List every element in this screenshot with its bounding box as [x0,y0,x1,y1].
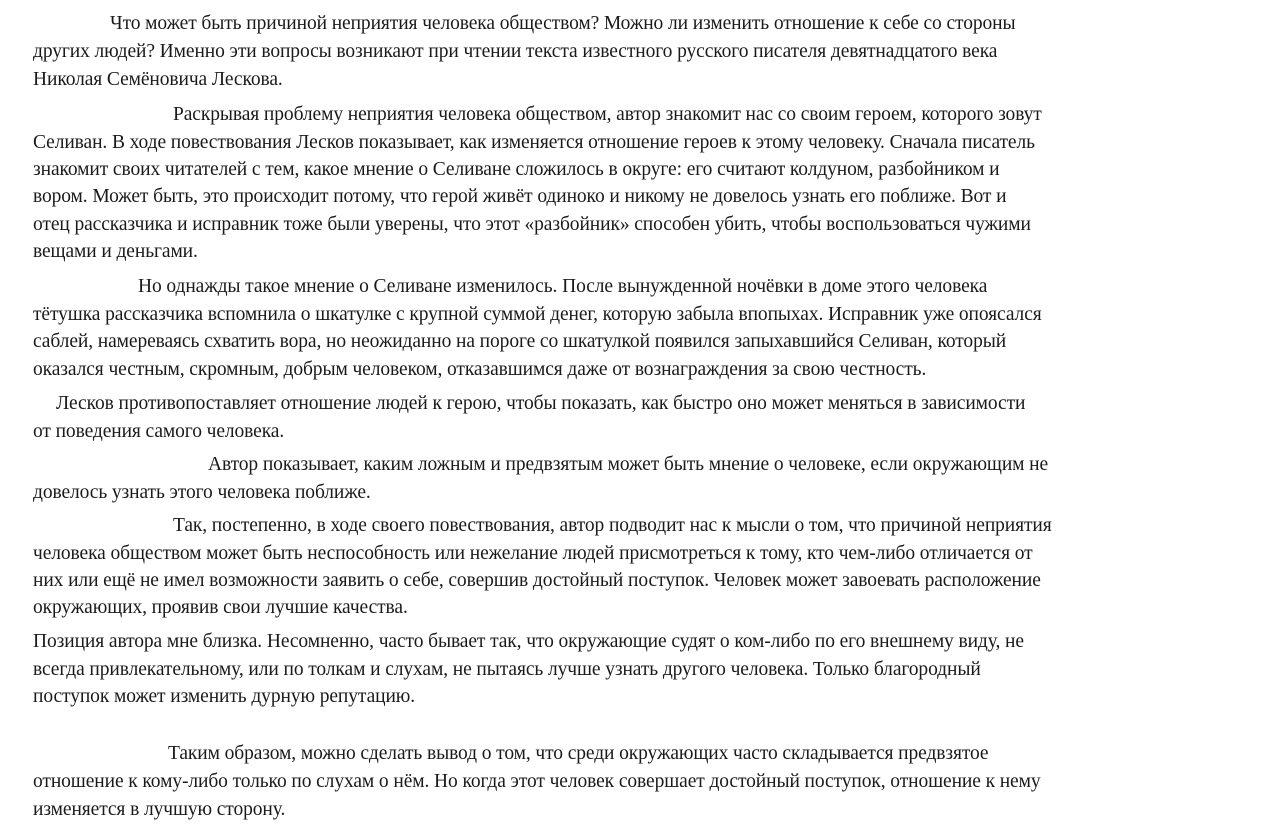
text-line: поступок может изменить дурную репутацию. [33,686,416,707]
text-line: вором. Может быть, это происходит потому, что герой живёт одиноко и никому не довелось узнать его поближе. Вот и [33,186,1007,207]
text-line: от поведения самого человека. [33,421,285,442]
text-line: Раскрывая проблему неприятия человека обществом, автор знакомит нас со своим героем, которого зовут [173,104,1042,125]
text-line: Позиция автора мне близка. Несомненно, часто бывает так, что окружающие судят о ком-либо по его внешнему виду, не [33,631,1024,652]
text-line: вещами и деньгами. [33,241,198,262]
text-line: Но однажды такое мнение о Селиване изменилось. После вынужденной ночёвки в доме этого человека [138,276,988,297]
text-line: Автор показывает, каким ложным и предвзятым может быть мнение о человеке, если окружающим не [208,454,1049,475]
text-line: саблей, намереваясь схватить вора, но неожиданно на пороге со шкатулкой появился запыхавшийся Селиван, который [33,331,1007,352]
text-line: других людей? Именно эти вопросы возникают при чтении текста известного русского писателя девятнадцатого века [33,41,998,62]
text-line: отец рассказчика и исправник тоже были уверены, что этот «разбойник» способен убить, чтобы воспользоваться чужими [33,214,1031,235]
text-line: человека обществом может быть неспособность или нежелание людей присмотреться к тому, кто чем-либо отличается от [33,543,1033,564]
text-line: Лесков противопоставляет отношение людей к герою, чтобы показать, как быстро оно может меняться в зависимости [56,393,1026,414]
text-line: довелось узнать этого человека поближе. [33,482,371,503]
text-line: всегда привлекательному, или по толкам и слухам, не пытаясь лучше узнать другого человека. Только благородный [33,659,981,680]
text-line: Селиван. В ходе повествования Лесков показывает, как изменяется отношение героев к этому человеку. Сначала писатель [33,132,1035,153]
text-line: Николая Семёновича Лескова. [33,69,283,90]
text-line: окружающих, проявив свои лучшие качества. [33,597,408,618]
text-line: отношение к кому-либо только по слухам о нём. Но когда этот человек совершает достойный поступок, отношение к нему [33,771,1041,792]
text-line: изменяется в лучшую сторону. [33,799,286,820]
text-line: них или ещё не имел возможности заявить о себе, совершив достойный поступок. Человек может завоевать расположение [33,570,1041,591]
text-line: знакомит своих читателей с тем, какое мнение о Селиване сложилось в округе: его считают колдуном, разбойником и [33,159,1000,180]
text-line: оказался честным, скромным, добрым человеком, отказавшимся даже от вознаграждения за свою честность. [33,359,927,380]
text-line: Что может быть причиной неприятия человека обществом? Можно ли изменить отношение к себе со стороны [110,13,1016,34]
text-line: Таким образом, можно сделать вывод о том, что среди окружающих часто складывается предвзятое [168,743,989,764]
text-line: тётушка рассказчика вспомнила о шкатулке с крупной суммой денег, которую забыла впопыхах. Исправник уже опоясался [33,304,1042,325]
text-line: Так, постепенно, в ходе своего повествования, автор подводит нас к мысли о том, что причиной неприятия [173,515,1052,536]
